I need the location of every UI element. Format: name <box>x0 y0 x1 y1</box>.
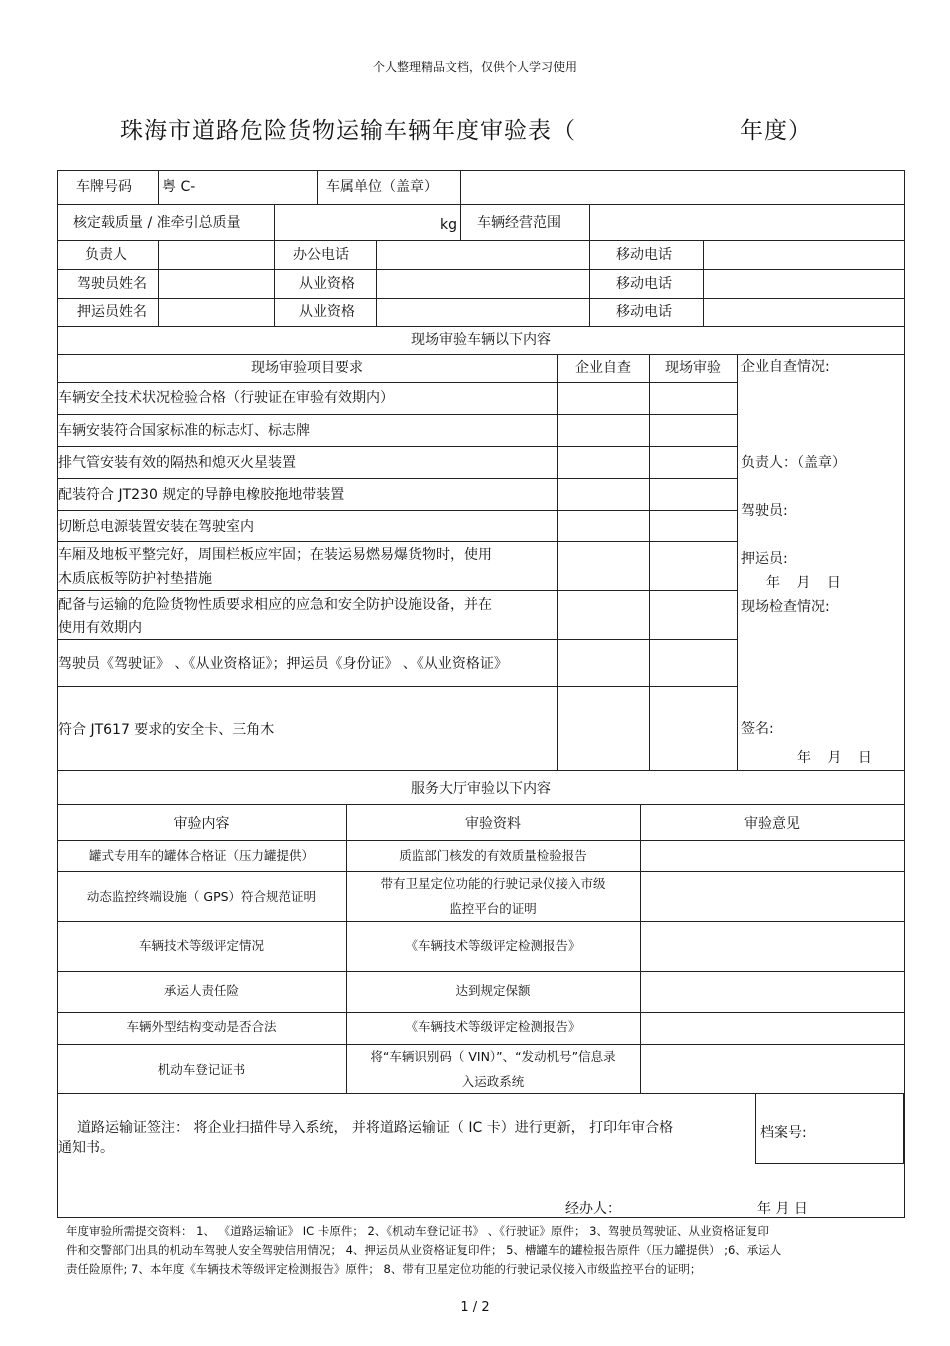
onsite-item: 切断总电源装置安装在驾驶室内 <box>58 519 254 535</box>
date-2: 年 月 日 <box>797 750 872 766</box>
page-number: 1 / 2 <box>460 1300 490 1315</box>
driver-sign-label: 驾驶员: <box>741 503 788 519</box>
capacity-unit: kg <box>440 217 457 233</box>
escort-mobile-label: 移动电话 <box>616 304 672 320</box>
escort-name-label: 押运员姓名 <box>77 304 147 320</box>
sign-label: 签名: <box>741 721 774 737</box>
submission-notes <box>66 1222 906 1279</box>
self-check-status-label: 企业自查情况: <box>741 359 830 375</box>
hall-row-content: 车辆技术等级评定情况 <box>138 938 264 953</box>
person-seal-label: 负责人：（盖章） <box>741 455 846 471</box>
person-in-charge-label: 负责人 <box>85 247 127 263</box>
hall-row-content: 罐式专用车的罐体合格证（压力罐提供） <box>88 848 314 863</box>
col-content: 审验内容 <box>173 816 230 832</box>
driver-mobile-label: 移动电话 <box>616 276 672 292</box>
driver-name-label: 驾驶员姓名 <box>77 276 147 292</box>
endorsement-text-2: 通知书。 <box>58 1140 114 1156</box>
hall-row-content: 机动车登记证书 <box>157 1062 246 1077</box>
onsite-check-cell[interactable] <box>651 384 736 413</box>
onsite-section-title: 现场审验车辆以下内容 <box>411 332 551 348</box>
onsite-item: 车辆安装符合国家标准的标志灯、标志牌 <box>58 423 310 439</box>
title-main: 珠海市道路危险货物运输车辆年度审验表（ <box>120 118 576 144</box>
handler-date: 年 月 日 <box>757 1201 808 1217</box>
capacity-label: 核定载质量 / 准牵引总质量 <box>73 215 241 231</box>
onsite-item-line1: 配备与运输的危险货物性质要求相应的应急和安全防护设施设备，并在 <box>58 597 492 613</box>
onsite-item: 符合 JT617 要求的安全卡、三角木 <box>58 722 275 738</box>
onsite-item: 配装符合 JT230 规定的导静电橡胶拖地带装置 <box>58 487 345 503</box>
mobile-phone-label: 移动电话 <box>616 247 672 263</box>
owner-label: 车属单位（盖章） <box>326 179 438 195</box>
hall-row-content: 车辆外型结构变动是否合法 <box>126 1019 277 1034</box>
hall-section-title: 服务大厅审验以下内容 <box>411 781 551 797</box>
date-1: 年 月 日 <box>766 575 841 591</box>
hall-row-material: 质监部门核发的有效质量检验报告 <box>399 848 587 863</box>
hall-row-material-2: 入运政系统 <box>461 1074 525 1089</box>
hall-row-material: 带有卫星定位功能的行驶记录仪接入市级 <box>380 876 606 891</box>
hall-row-material: 达到规定保额 <box>455 983 531 998</box>
hall-row-content: 承运人责任险 <box>163 983 239 998</box>
opinion-cell[interactable] <box>642 842 902 870</box>
note-line: 责任险原件; 7、本年度《车辆技术等级评定检测报告》原件； 8、带有卫星定位功能的行驶记录仪接入市级监控平台的证明； <box>66 1262 702 1276</box>
onsite-item: 排气管安装有效的隔热和熄灭火星装置 <box>58 455 296 471</box>
title-suffix: 年度） <box>740 118 812 144</box>
owner-field[interactable] <box>470 176 895 200</box>
plate-label: 车牌号码 <box>76 179 132 195</box>
plate-value[interactable]: 粤 C- <box>162 179 196 195</box>
handler-label: 经办人： <box>565 1201 621 1217</box>
hall-row-material: 《车辆技术等级评定检测报告》 <box>405 938 581 953</box>
archive-no-label: 档案号: <box>760 1125 807 1141</box>
escort-qualification-label: 从业资格 <box>299 304 355 320</box>
onsite-status-label: 现场检查情况: <box>741 599 830 615</box>
endorsement-text: 道路运输证签注： 将企业扫描件导入系统， 并将道路运输证（ IC 卡）进行更新， 打印年审合格 <box>77 1120 674 1136</box>
escort-sign-label: 押运员: <box>741 551 788 567</box>
hall-row-material: 将“车辆识别码（ VIN）”、“发动机号”信息录 <box>370 1049 616 1064</box>
onsite-item: 驾驶员《驾驶证》 、《从业资格证》；押运员《身份证》 、《从业资格证》 <box>58 656 508 672</box>
onsite-item-line2: 木质底板等防护衬垫措施 <box>58 571 212 587</box>
col-onsite-check: 现场审验 <box>665 360 721 376</box>
col-requirement: 现场审验项目要求 <box>251 360 363 376</box>
self-check-cell[interactable] <box>559 384 648 413</box>
scope-label: 车辆经营范围 <box>477 215 561 231</box>
scope-field[interactable] <box>594 210 899 236</box>
capacity-field[interactable] <box>278 210 452 236</box>
col-material: 审验资料 <box>465 816 521 832</box>
driver-qualification-label: 从业资格 <box>299 276 355 292</box>
col-self-check: 企业自查 <box>575 360 631 376</box>
onsite-item-line1: 车厢及地板平整完好，周围栏板应牢固；在装运易燃易爆货物时，使用 <box>58 547 492 563</box>
hall-row-material-2: 监控平台的证明 <box>449 901 537 916</box>
note-line: 年度审验所需提交资料： 1、 《道路运输证》 IC 卡原件； 2、《机动车登记证书》 、《行驶证》原件； 3、驾驶员驾驶证、从业资格证复印 <box>66 1224 769 1238</box>
office-phone-label: 办公电话 <box>293 247 349 263</box>
hall-row-content: 动态监控终端设施（ GPS）符合规范证明 <box>86 889 317 904</box>
note-line: 件和交警部门出具的机动车驾驶人安全驾驶信用情况； 4、押运员从业资格证复印件； 5、槽罐车的罐检报告原件（压力罐提供） ;6、承运人 <box>66 1243 782 1257</box>
onsite-item: 车辆安全技术状况检验合格（行驶证在审验有效期内） <box>58 390 394 406</box>
hall-row-material: 《车辆技术等级评定检测报告》 <box>405 1019 581 1034</box>
col-opinion: 审验意见 <box>744 816 800 832</box>
header-note: 个人整理精品文档，仅供个人学习使用 <box>372 60 577 74</box>
onsite-item-line2: 使用有效期内 <box>58 620 142 636</box>
